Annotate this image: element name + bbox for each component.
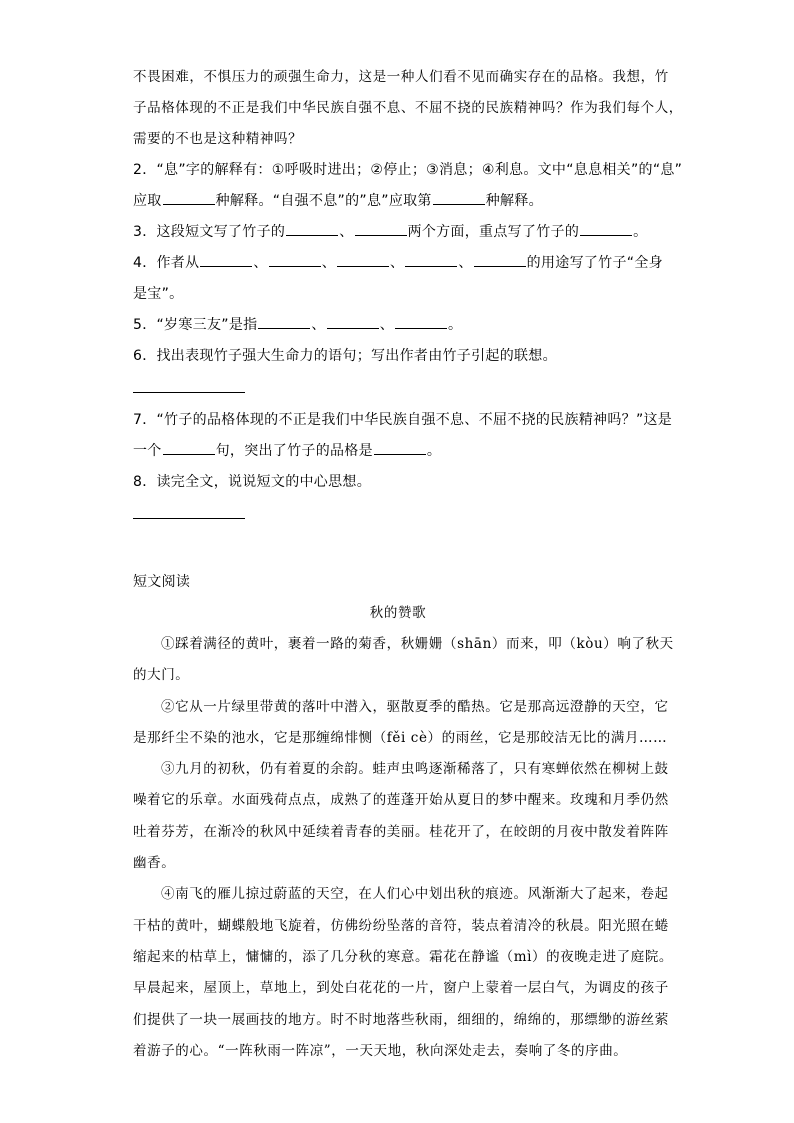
question-list [133,155,683,519]
paragraph-4-line: 干枯的黄叶，蝴蝶般地飞旋着，仿佛纷纷坠落的音符，装点着清冷的秋晨。阳光照在蜷 [133,917,669,934]
answer-blank[interactable] [395,312,447,329]
paragraph-4-line: 着游子的心。“一阵秋雨一阵凉”，一天天地，秋向深处走去，奏响了冬的序曲。 [133,1042,628,1059]
answer-blank[interactable] [405,250,457,267]
paragraph-4-line: 们提供了一块一展画技的地方。时不时地落些秋雨，细细的，绵绵的，那缥缈的游丝萦 [133,1011,669,1028]
paragraph-1-line: ①踩着满径的黄叶，裹着一路的菊香，秋姗姗（shān）而来，叩（kòu）响了秋天 [161,636,674,652]
paragraph-3-line: ③九月的初秋，仍有着夏的余韵。蛙声虫鸣逐渐稀落了，只有寒蝉依然在柳树上鼓 [161,761,669,778]
paragraph-4-line: 缩起来的枯草上，慵慵的，添了几分秋的寒意。霜花在静谧（mì）的夜晚走进了庭院。 [133,948,674,965]
document-page [133,62,683,1067]
answer-line[interactable] [133,518,245,519]
paragraph-3-line: 吐着芬芳，在渐冷的秋风中延续着青春的美丽。桂花开了，在皎朗的月夜中散发着阵阵 [133,823,669,840]
question-7-line-1: 7．“竹子的品格体现的不正是我们中华民族自强不息、不屈不挠的民族精神吗？”这是 [133,412,673,428]
question-2-line-1: 2．“息”字的解释有：①呼吸时进出；②停止；③消息；④利息。文中“息息相关”的“息” [133,162,683,178]
passage-title: 秋的赞歌 [369,605,427,621]
question-6: 6．找出表现竹子强大生命力的语句；写出作者由竹子引起的联想。 [133,348,557,364]
question-2-line-2: 应取 种解释。“自强不息”的”息”应取第 种解释。 [133,186,663,217]
answer-blank[interactable] [337,250,389,267]
paragraph-4-line: 早晨起来，屋顶上，草地上，到处白花花的一片，窗户上蒙着一层白气，为调皮的孩子 [133,980,669,997]
paragraph-3-line: 幽香。 [133,855,176,872]
question-7-line-2: 一个 句，突出了竹子的品格是 。 [133,436,663,467]
answer-blank[interactable] [286,219,338,236]
answer-line[interactable] [133,392,245,393]
reading-passage [133,629,674,1067]
answer-blank[interactable] [474,250,526,267]
answer-blank[interactable] [163,188,215,205]
paragraph-2-line: ②它从一片绿里带黄的落叶中潜入，驱散夏季的酷热。它是那高远澄静的天空，它 [161,698,669,715]
answer-blank[interactable] [580,219,632,236]
question-4-line-1: 4．作者从 、 、 、 、 的用途写了竹子“全身 [133,248,663,279]
continued-passage [133,62,683,155]
answer-blank[interactable] [374,438,426,455]
answer-blank[interactable] [433,188,485,205]
question-5: 5．“岁寒三友”是指 、 、 。 [133,310,663,341]
answer-blank[interactable] [269,250,321,267]
answer-blank[interactable] [258,312,310,329]
paragraph-3-line: 噪着它的乐章。水面残荷点点，成熟了的莲蓬开始从夏日的梦中醒来。玫瑰和月季仍然 [133,792,669,809]
answer-blank[interactable] [200,250,252,267]
passage-line: 需要的不也是这种精神吗？ [133,131,303,147]
question-4-line-2: 是宝”。 [133,286,184,302]
section-label: 短文阅读 [133,574,191,590]
passage-line: 不畏困难，不惧压力的顽强生命力，这是一种人们看不见而确实存在的品格。我想，竹 [133,69,669,85]
paragraph-1-line: 的大门。 [133,667,190,684]
question-3: 3．这段短文写了竹子的 、 两个方面，重点写了竹子的 。 [133,217,663,248]
answer-blank[interactable] [163,438,215,455]
paragraph-4-line: ④南飞的雁儿掠过蔚蓝的天空，在人们心中划出秋的痕迹。风渐渐大了起来，卷起 [161,886,669,903]
passage-line: 子品格体现的不正是我们中华民族自强不息、不屈不挠的民族精神吗？作为我们每个人， [133,100,683,116]
answer-blank[interactable] [327,312,379,329]
answer-blank[interactable] [355,219,407,236]
question-8: 8．读完全文，说说短文的中心思想。 [133,474,372,490]
paragraph-2-line: 是那纤尘不染的池水，它是那缠绵悱恻（fěi cè）的雨丝，它是那皎洁无比的满月…… [133,729,668,746]
